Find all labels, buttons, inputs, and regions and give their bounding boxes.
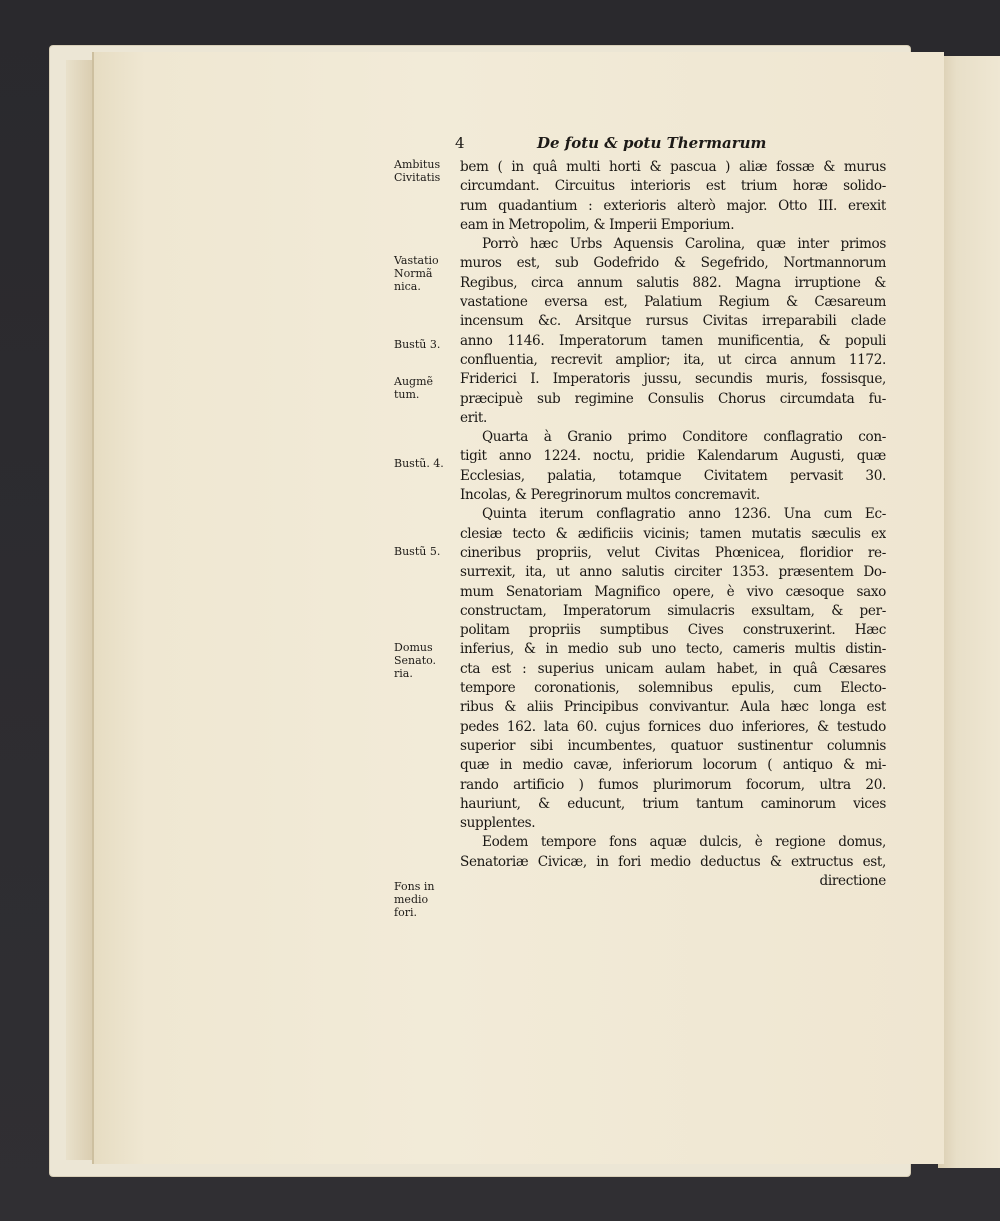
text-line: pedes 162. lata 60. cujus fornices duo inferiores, & testudo	[460, 718, 886, 735]
catchword: directione	[819, 872, 886, 889]
text-line: incensum &c. Arsitque rursus Civitas irreparabili clade	[460, 313, 886, 330]
text-line: constructam, Imperatorum simulacris exsultam, & per-	[460, 602, 886, 619]
text-line: tempore coronationis, solemnibus epulis, cum Electo-	[460, 680, 886, 697]
margin-note-bustu-3: Bustũ 3.	[394, 338, 441, 351]
text-line: inferius, & in medio sub uno tecto, cameris multis distin-	[460, 641, 886, 658]
margin-note-bustu-5: Bustũ 5.	[394, 545, 441, 558]
text-line: Ecclesias, palatia, totamque Civitatem pervasit 30.	[460, 467, 886, 484]
margin-note-vastatio: Vastatio Normã nica.	[394, 254, 439, 293]
text-line: tigit anno 1224. noctu, pridie Kalendarum Augusti, quæ	[460, 448, 886, 465]
text-line: vastatione eversa est, Palatium Regium & Cæsareum	[460, 294, 886, 311]
text-line: bem ( in quâ multi horti & pascua ) aliæ fossæ & murus	[460, 159, 886, 175]
page-number: 4	[455, 134, 465, 152]
main-text	[460, 158, 886, 891]
text-line: hauriunt, & educunt, trium tantum caminorum vices	[460, 795, 886, 812]
margin-note-augmentum: Augmẽ tum.	[394, 375, 434, 401]
text-line: Quinta iterum conflagratio anno 1236. Una cum Ec-	[482, 506, 886, 523]
text-line: confluentia, recrevit amplior; ita, ut circa annum 1172.	[460, 351, 886, 368]
margin-note-domus: Domus Senato. ria.	[394, 641, 437, 680]
margin-note-ambitus: Ambitus Civitatis	[394, 158, 441, 184]
text-line: rum quadantium : exterioris alterò major. Otto III. erexit	[460, 197, 886, 214]
text-line: cineribus propriis, velut Civitas Phœnicea, floridior re-	[460, 544, 886, 561]
margin-note-bustu-4: Bustũ. 4.	[394, 457, 444, 470]
text-line: rando artificio ) fumos plurimorum focorum, ultra 20.	[460, 776, 886, 793]
text-line: cta est : superius unicam aulam habet, in quâ Cæsares	[460, 660, 886, 677]
text-line: Eodem tempore fons aquæ dulcis, è regione domus,	[482, 834, 886, 851]
margin-note-fons: Fons in medio fori.	[394, 880, 435, 919]
text-line: præcipuè sub regimine Consulis Chorus circumdata fu-	[460, 390, 886, 407]
next-page-edge	[938, 56, 1000, 1168]
text-line: Incolas, & Peregrinorum multos concremavit.	[460, 487, 760, 504]
running-title: De fotu & potu Thermarum	[537, 134, 767, 152]
text-line: surrexit, ita, ut anno salutis circiter 1353. præsentem Do-	[460, 564, 886, 581]
text-line: quæ in medio cavæ, inferiorum locorum ( antiquo & mi-	[460, 757, 886, 774]
text-line: erit.	[460, 409, 487, 426]
text-line: ribus & aliis Principibus convivantur. Aula hæc longa est	[460, 699, 886, 716]
text-line: supplentes.	[460, 815, 536, 832]
text-line: Porrò hæc Urbs Aquensis Carolina, quæ inter primos	[482, 236, 886, 253]
text-line: Regibus, circa annum salutis 882. Magna irruptione &	[460, 274, 886, 291]
text-line: circumdant. Circuitus interioris est trium horæ solido-	[460, 178, 886, 195]
text-line: Friderici I. Imperatoris jussu, secundis muris, fossisque,	[460, 371, 886, 388]
text-line: eam in Metropolim, & Imperii Emporium.	[460, 216, 735, 233]
text-line: Senatoriæ Civicæ, in fori medio deductus & extructus est,	[460, 853, 886, 870]
text-line: anno 1146. Imperatorum tamen munificentia, & populi	[460, 332, 886, 349]
text-line: superior sibi incumbentes, quatuor sustinentur columnis	[460, 737, 886, 754]
text-line: mum Senatoriam Magnifico opere, è vivo cæsoque saxo	[460, 583, 886, 600]
text-line: muros est, sub Godefrido & Segefrido, Nortmannorum	[460, 255, 886, 272]
text-line: Quarta à Granio primo Conditore conflagratio con-	[482, 429, 886, 446]
text-line: clesiæ tecto & ædificiis vicinis; tamen mutatis sæculis ex	[460, 525, 886, 542]
text-line: politam propriis sumptibus Cives construxerint. Hæc	[460, 622, 886, 639]
